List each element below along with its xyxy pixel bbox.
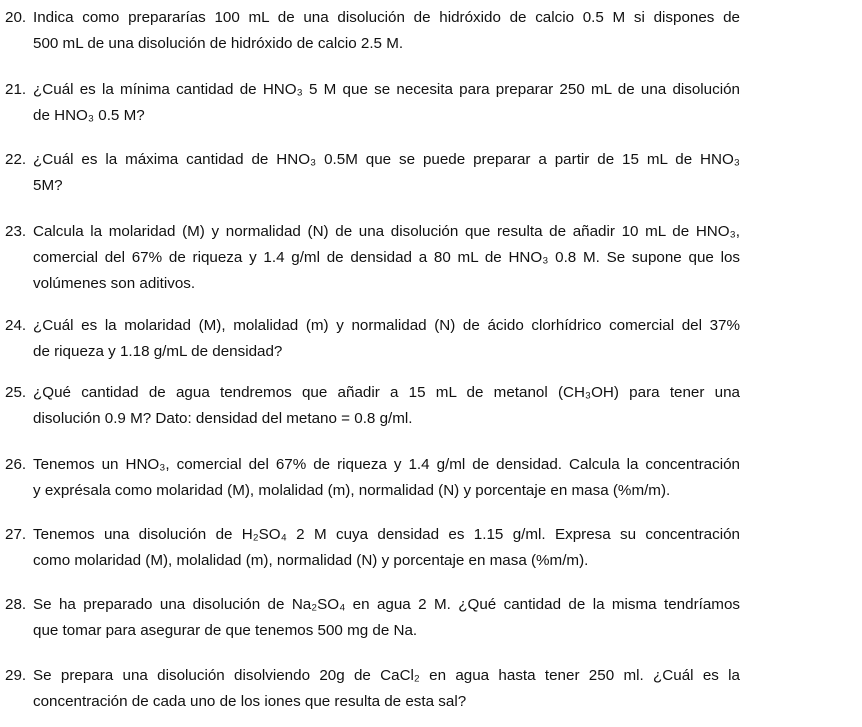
problem-number: 26. (5, 456, 27, 473)
problem-line: Indica como prepararías 100 mL de una disolución de hidróxido de calcio 0.5 M si dispones de (33, 9, 740, 26)
problem-number: 27. (5, 526, 27, 543)
problem-23 (5, 219, 740, 297)
problem-20 (5, 5, 740, 57)
problem-27 (5, 522, 740, 574)
problem-text (5, 452, 740, 504)
problem-text (5, 77, 740, 129)
problem-22 (5, 147, 740, 199)
problem-line: Tenemos un HNO₃, comercial del 67% de riqueza y 1.4 g/ml de densidad. Calcula la concentración (33, 456, 740, 473)
problem-line: volúmenes son aditivos. (33, 275, 196, 292)
problem-number: 25. (5, 384, 27, 401)
problem-line: ¿Cuál es la mínima cantidad de HNO₃ 5 M que se necesita para preparar 250 mL de una disolución (33, 81, 740, 98)
problem-26 (5, 452, 740, 504)
problem-number: 22. (5, 151, 27, 168)
problem-line: que tomar para asegurar de que tenemos 500 mg de Na. (33, 622, 418, 639)
problem-number: 29. (5, 667, 27, 684)
problem-28 (5, 592, 740, 644)
problem-line: Calcula la molaridad (M) y normalidad (N) de una disolución que resulta de añadir 10 mL de HNO₃, (33, 223, 740, 240)
problem-number: 21. (5, 81, 27, 98)
problem-line: disolución 0.9 M? Dato: densidad del metano = 0.8 g/ml. (33, 410, 413, 427)
problem-text (5, 147, 740, 199)
problem-text (5, 380, 740, 432)
problem-line: 5M? (33, 177, 63, 194)
problem-line: Se prepara una disolución disolviendo 20g de CaCl₂ en agua hasta tener 250 ml. ¿Cuál es la (33, 667, 740, 684)
problem-number: 23. (5, 223, 27, 240)
problem-text (5, 313, 740, 365)
problem-line: de riqueza y 1.18 g/mL de densidad? (33, 343, 283, 360)
problem-text (5, 5, 740, 57)
problem-number: 20. (5, 9, 27, 26)
problem-line: ¿Qué cantidad de agua tendremos que añadir a 15 mL de metanol (CH₃OH) para tener una (33, 384, 740, 401)
problem-number: 24. (5, 317, 27, 334)
problem-line: 500 mL de una disolución de hidróxido de calcio 2.5 M. (33, 35, 404, 52)
problem-line: ¿Cuál es la máxima cantidad de HNO₃ 0.5M que se puede preparar a partir de 15 mL de HNO₃ (33, 151, 740, 168)
problem-line: Se ha preparado una disolución de Na₂SO₄ en agua 2 M. ¿Qué cantidad de la misma tendríamos (33, 596, 740, 613)
problem-21 (5, 77, 740, 129)
problem-line: ¿Cuál es la molaridad (M), molalidad (m) y normalidad (N) de ácido clorhídrico comercial del 37% (33, 317, 740, 334)
problem-text (5, 219, 740, 297)
problem-24 (5, 313, 740, 365)
problem-29 (5, 663, 740, 715)
problem-line: comercial del 67% de riqueza y 1.4 g/ml de densidad a 80 mL de HNO₃ 0.8 M. Se supone que los (33, 249, 740, 266)
problem-line: y exprésala como molaridad (M), molalidad (m), normalidad (N) y porcentaje en masa (%m/m). (33, 482, 671, 499)
problem-text (5, 663, 740, 715)
problem-25 (5, 380, 740, 432)
problem-text (5, 592, 740, 644)
problem-line: concentración de cada uno de los iones que resulta de esta sal? (33, 693, 467, 710)
problem-line: como molaridad (M), molalidad (m), normalidad (N) y porcentaje en masa (%m/m). (33, 552, 589, 569)
problem-number: 28. (5, 596, 27, 613)
problem-line: de HNO₃ 0.5 M? (33, 107, 145, 124)
problem-text (5, 522, 740, 574)
problem-line: Tenemos una disolución de H₂SO₄ 2 M cuya densidad es 1.15 g/ml. Expresa su concentración (33, 526, 740, 543)
